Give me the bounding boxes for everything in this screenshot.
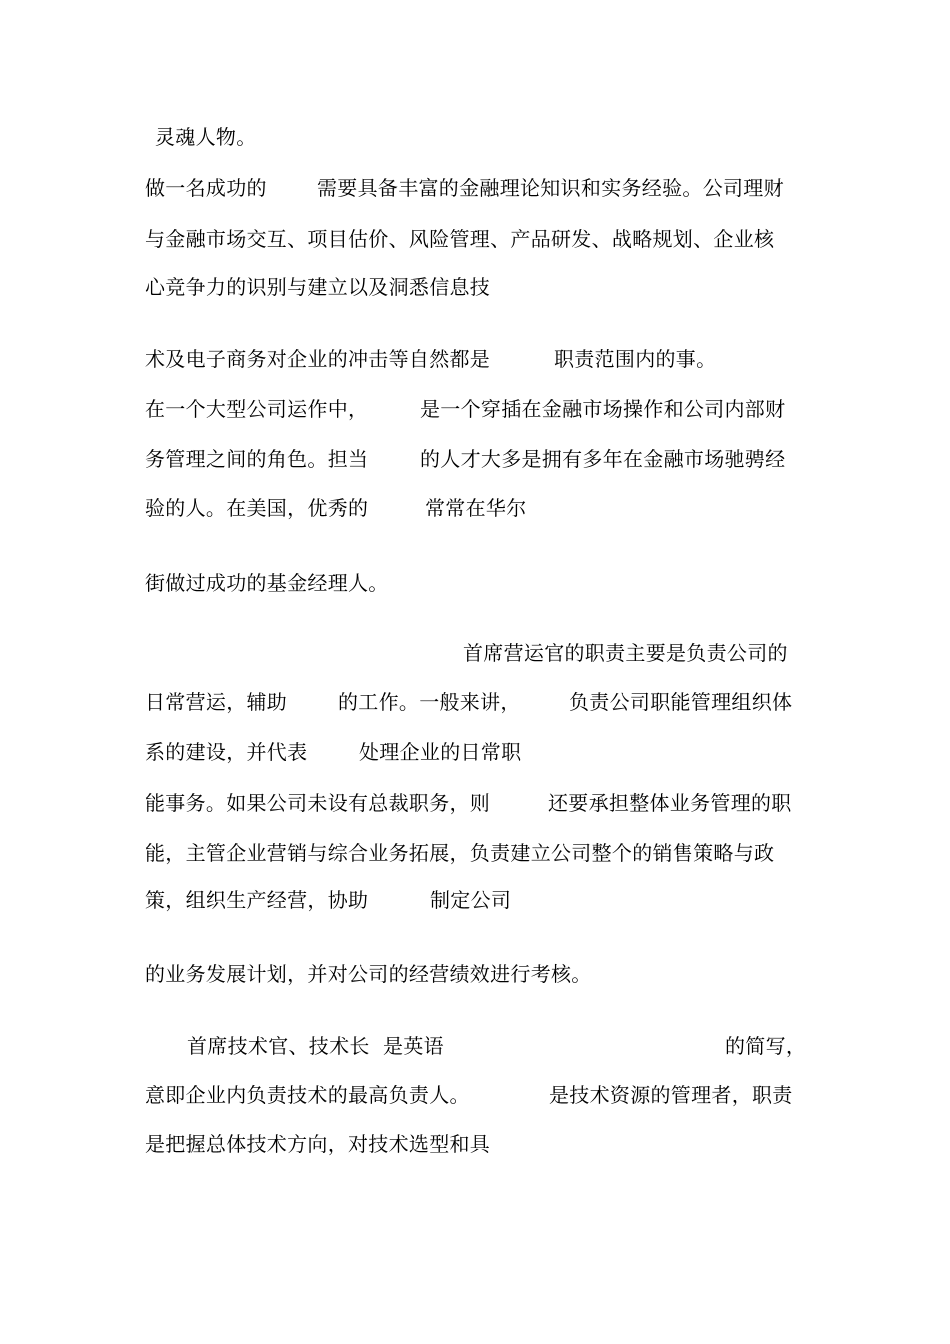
text-segment: 的简写， bbox=[725, 1034, 807, 1058]
text-segment: 做一名成功的 bbox=[145, 176, 267, 200]
text-segment: 务管理之间的角色。担当 bbox=[145, 447, 369, 471]
text-segment: 街做过成功的基金经理人。 bbox=[145, 571, 389, 595]
text-segment: 系的建设，并代表 bbox=[145, 740, 308, 764]
text-line bbox=[145, 1131, 810, 1209]
text-segment: 负责公司职能管理组织体 bbox=[569, 690, 793, 714]
text-segment: 与金融市场交互、项目估价、风险管理、产品研发、战略规划、企业核 bbox=[145, 227, 775, 251]
text-segment: 策，组织生产经营，协助 bbox=[145, 888, 369, 912]
text-segment: 是一个穿插在金融市场操作和公司内部财 bbox=[420, 397, 786, 421]
text-line bbox=[145, 570, 810, 648]
text-line bbox=[145, 274, 810, 352]
text-segment: 常常在华尔 bbox=[425, 496, 527, 520]
text-segment: 能，主管企业营销与综合业务拓展，负责建立公司整个的销售策略与政 bbox=[145, 841, 775, 865]
text-segment: 的业务发展计划，并对公司的经营绩效进行考核。 bbox=[145, 962, 592, 986]
text-segment: 意即企业内负责技术的最高负责人。 bbox=[145, 1083, 470, 1107]
text-segment: 在一个大型公司运作中， bbox=[145, 397, 369, 421]
text-segment: 心竞争力的识别与建立以及洞悉信息技 bbox=[145, 275, 491, 299]
text-segment: 职责范围内的事。 bbox=[554, 347, 717, 371]
text-segment: 是把握总体技术方向，对技术选型和具 bbox=[145, 1132, 491, 1156]
text-segment: 需要具备丰富的金融理论知识和实务经验。公司理财 bbox=[317, 176, 784, 200]
text-segment: 处理企业的日常职 bbox=[359, 740, 522, 764]
text-segment: 能事务。如果公司未设有总裁职务，则 bbox=[145, 791, 491, 815]
text-line bbox=[145, 961, 810, 1039]
text-segment: 日常营运，辅助 bbox=[145, 690, 288, 714]
text-segment: 制定公司 bbox=[430, 888, 512, 912]
text-segment: 的工作。一般来讲， bbox=[338, 690, 521, 714]
text-segment: 是技术资源的管理者，职责 bbox=[549, 1083, 793, 1107]
text-segment: 首席营运官的职责主要是负责公司的 bbox=[463, 641, 788, 665]
text-segment: 验的人。在美国，优秀的 bbox=[145, 496, 369, 520]
text-segment: 的人才大多是拥有多年在金融市场驰骋经 bbox=[420, 447, 786, 471]
text-segment: 首席技术官、技术长 是英语 bbox=[187, 1034, 444, 1058]
text-segment: 灵魂人物。 bbox=[155, 125, 257, 149]
text-segment: 术及电子商务对企业的冲击等自然都是 bbox=[145, 347, 491, 371]
text-segment: 还要承担整体业务管理的职 bbox=[548, 791, 792, 815]
